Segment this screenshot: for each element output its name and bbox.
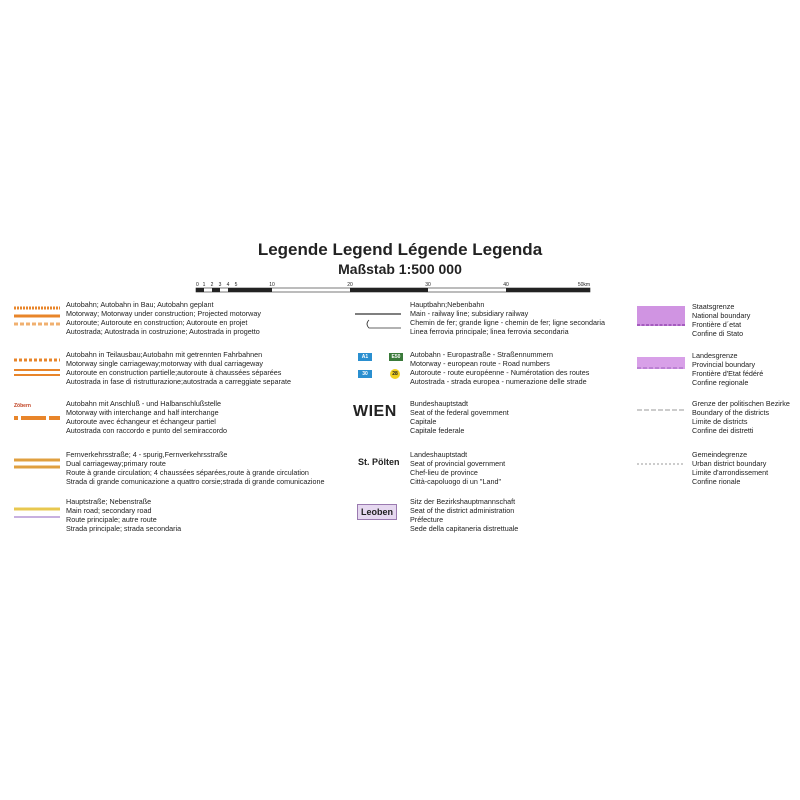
legend-entry-provincial-capital: Landeshauptstadt Seat of provincial government Chef-lieu de province Città-capoluogo di un "Land" xyxy=(410,450,506,486)
scale-tick-label: 4 xyxy=(226,282,230,288)
legend-entry-motorway: Autobahn; Autobahn in Bau; Autobahn geplant Motorway; Motorway under construction; Projected motorway Autoroute; Autoroute en construction; Autoroute en projet Autostrada; Autostrada in costruzione; Autostrada in progetto xyxy=(66,300,261,336)
interchange-symbol xyxy=(14,403,60,427)
national-boundary-symbol xyxy=(637,306,685,326)
provincial-capital-label: St. Pölten xyxy=(358,457,400,467)
legend-entry-railway: Hauptbahn;Nebenbahn Main - railway line; subsidiary railway Chemin de fer; grande ligne - chemin de fer; ligne secondaria Linea ferrovia principale; linea ferrovia secondaria xyxy=(410,300,605,336)
scale-tick-label: 2 xyxy=(210,282,214,288)
road-number-badge: 30 xyxy=(358,370,372,378)
legend-entry-motorway-partial: Autobahn in Teilausbau;Autobahn mit getrennten Fahrbahnen Motorway single carriageway;motorway with dual carriageway Autoroute en construction partielle;autoroute à chaussées séparées Autostrada in fase di ristrutturazione;autostrada a carreggiate separate xyxy=(66,350,291,386)
scale-tick-label: 30 xyxy=(425,282,431,288)
legend-entry-main-road: Hauptstraße; Nebenstraße Main road; secondary road Route principale; autre route Strada principale; strada secondaria xyxy=(66,497,182,533)
european-route-badge: E50 xyxy=(389,353,403,361)
scale-tick-label: 1 xyxy=(202,282,206,288)
district-seat-label: Leoben xyxy=(357,504,397,520)
legend-entry-national-boundary: Staatsgrenze National boundary Frontière d´etat Confine di Stato xyxy=(692,302,751,338)
main-road-symbol xyxy=(14,505,60,519)
urban-district-boundary-symbol xyxy=(637,462,685,466)
legend-title: Legende Legend Légende Legenda xyxy=(257,240,543,259)
scale-tick-label: 5 xyxy=(234,282,238,288)
motorway-number-badge: A1 xyxy=(358,353,372,361)
scale-tick-label: 10 xyxy=(269,282,275,288)
scale-tick-label: 40 xyxy=(503,282,509,288)
legend-entry-urban-district-boundary: Gemeindegrenze Urban district boundary Limite d'arrondissement Confine rionale xyxy=(692,450,769,486)
scale-tick-label: 20 xyxy=(347,282,353,288)
legend-entry-interchange: Autobahn mit Anschluß - und Halbanschlußstelle Motorway with interchange and half interchange Autoroute avec échangeur et échangeur partiel Autostrada con raccordo e punto del semiraccordo xyxy=(66,399,228,435)
scale-label: Maßstab 1:500 000 xyxy=(338,261,462,277)
scale-tick-label: 3 xyxy=(218,282,222,288)
primary-route-symbol xyxy=(14,458,60,470)
legend-entry-district-boundary: Grenze der politischen Bezirke Boundary of the districts Limite de districts Confine dei distretti xyxy=(692,399,790,435)
interchange-label: Zöbern xyxy=(14,403,31,409)
motorway-symbol xyxy=(14,305,60,327)
legend-entry-provincial-boundary: Landesgrenze Provincial boundary Frontière d'Etat fédéré Confine regionale xyxy=(692,351,764,387)
district-boundary-symbol xyxy=(637,408,685,412)
federal-capital-label: WIEN xyxy=(353,403,397,420)
scale-tick-label: 0 xyxy=(196,282,199,288)
provincial-boundary-symbol xyxy=(637,357,685,369)
legend-entry-federal-capital: Bundeshauptstadt Seat of the federal government Capitale Capitale federale xyxy=(410,399,509,435)
railway-symbol xyxy=(355,310,401,332)
legend-entry-district-seat: Sitz der Bezirkshauptmannschaft Seat of the district administration Préfecture Sede della capitaneria distrettuale xyxy=(410,497,519,533)
legend-entry-primary-route: Fernverkehrsstraße; 4 - spurig,Fernverkehrsstraße Dual carriageway;primary route Route à grande circulation; 4 chaussées séparées,route à grande circulation Strada di grande comunicazione a quattro corsie;strada di grande comunicazione xyxy=(66,450,325,486)
scale-tick-label: 50km xyxy=(577,282,591,288)
legend-entry-road-numbers: Autobahn - Europastraße - Straßennummern Motorway - european route - Road numbers Autoroute - route européenne - Numérotation des routes Autostrada - strada europea - numerazione delle strade xyxy=(410,350,590,386)
road-number-round-badge: 28 xyxy=(390,369,400,379)
scale-bar xyxy=(194,280,594,296)
motorway-single-carriageway-symbol xyxy=(14,357,60,379)
